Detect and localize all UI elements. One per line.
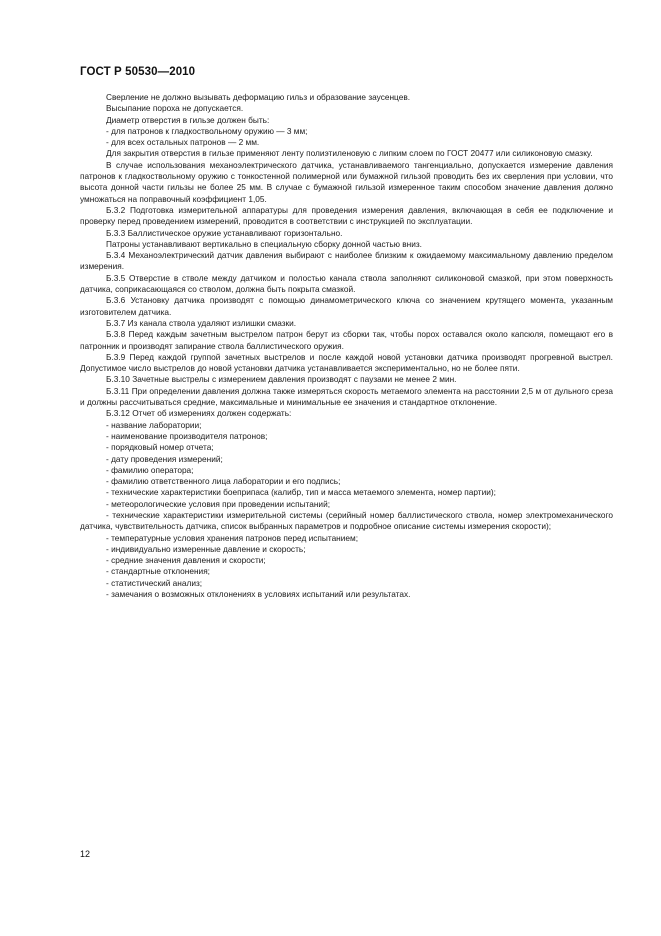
list-item: - средние значения давления и скорости; bbox=[106, 555, 266, 566]
document-header: ГОСТ Р 50530—2010 bbox=[80, 66, 196, 78]
list-item: - название лаборатории; bbox=[106, 419, 202, 430]
document-body bbox=[80, 92, 613, 600]
section-b-3-9: Б.3.9 Перед каждой группой зачетных выстрелов и после каждой новой установки датчика производят прогревной выстрел. Допустимое число выстрелов до новой установки датчика устанавливается экспериментально, но не более пяти. bbox=[80, 351, 613, 374]
list-item: - метеорологические условия при проведении испытаний; bbox=[106, 498, 331, 509]
list-item: - индивидуально измеренные давление и скорость; bbox=[106, 543, 306, 554]
list-item: - фамилию оператора; bbox=[106, 464, 194, 475]
list-item: - дату проведения измерений; bbox=[106, 453, 223, 464]
section-b-3-10: Б.3.10 Зачетные выстрелы с измерением давления производят с паузами не менее 2 мин. bbox=[106, 374, 457, 385]
list-item: - статистический анализ; bbox=[106, 577, 203, 588]
paragraph: Высыпание пороха не допускается. bbox=[106, 103, 244, 114]
paragraph: В случае использования механоэлектрического датчика, устанавливаемого тангенциально, допускается измерение давления патронов к гладкоствольному оружию с тонкостенной полимерной или бумажной гильзой проводить без их сверления при условии, что высота донной части гильзы не более 25 мм. В случае с бумажной гильзой измеренное таким способом значение давления должно умножаться на поправочный коэффициент 1,05. bbox=[80, 159, 613, 204]
section-b-3-3: Б.3.3 Баллистическое оружие устанавливают горизонтально. bbox=[106, 227, 343, 238]
list-item: - фамилию ответственного лица лаборатории и его подпись; bbox=[106, 476, 341, 487]
section-b-3-7: Б.3.7 Из канала ствола удаляют излишки смазки. bbox=[106, 317, 297, 328]
list-item: - замечания о возможных отклонениях в условиях испытаний или результатах. bbox=[106, 589, 411, 600]
list-item: - наименование производителя патронов; bbox=[106, 430, 268, 441]
paragraph: Сверление не должно вызывать деформацию гильз и образование заусенцев. bbox=[106, 92, 411, 102]
section-b-3-4: Б.3.4 Механоэлектрический датчик давления выбирают с наиболее близким к ожидаемому максимальному давлению пределом измерения. bbox=[80, 250, 613, 272]
page-number: 12 bbox=[80, 849, 91, 859]
paragraph: Патроны устанавливают вертикально в специальную сборку донной частью вниз. bbox=[106, 238, 422, 249]
list-item: - для всех остальных патронов — 2 мм. bbox=[106, 137, 260, 148]
paragraph: Диаметр отверстия в гильзе должен быть: bbox=[106, 114, 270, 125]
paragraph: Для закрытия отверстия в гильзе применяют ленту полиэтиленовую с липким слоем по ГОСТ 20477 или силиконовую смазку. bbox=[106, 148, 593, 159]
list-item: - порядковый номер отчета; bbox=[106, 442, 214, 453]
section-b-3-2: Б.3.2 Подготовка измерительной аппаратуры для проведения измерения давления, включающая в себя ее подключение и проверку перед проведением измерений, проводится в соответствии с инструкцией по эксплуатации. bbox=[80, 204, 613, 227]
section-b-3-6: Б.3.6 Установку датчика производят с помощью динамометрического ключа со значением крутящего момента, указанным изготовителем датчика. bbox=[80, 295, 613, 317]
list-item: - температурные условия хранения патронов перед испытанием; bbox=[106, 532, 359, 543]
section-b-3-5: Б.3.5 Отверстие в стволе между датчиком и полостью канала ствола заполняют силиконовой смазкой, при этом поверхность датчика, соприкасающаяся со стволом, должна быть покрыта смазкой. bbox=[80, 272, 613, 295]
list-item: - стандартные отклонения; bbox=[106, 566, 210, 577]
list-item: - технические характеристики измерительной системы (серийный номер баллистического ствола, номер электромеханического датчика, чувствительность датчика, список выбранных параметров и подробное описание системы измерения скорости); bbox=[80, 509, 613, 532]
section-b-3-11: Б.3.11 При определении давления должна также измеряться скорость метаемого элемента на расстоянии 2,5 м от дульного среза и должны рассчитываться средние, максимальные и минимальные ее значения и стандартное отклонение. bbox=[80, 385, 613, 408]
section-b-3-8: Б.3.8 Перед каждым зачетным выстрелом патрон берут из сборки так, чтобы порох оставался около капсюля, помещают его в патронник и производят запирание ствола баллистического оружия. bbox=[80, 329, 613, 351]
section-b-3-12: Б.3.12 Отчет об измерениях должен содержать: bbox=[106, 408, 292, 419]
list-item: - технические характеристики боеприпаса (калибр, тип и масса метаемого элемента, номер партии); bbox=[106, 487, 496, 498]
list-item: - для патронов к гладкоствольному оружию — 3 мм; bbox=[106, 125, 308, 136]
